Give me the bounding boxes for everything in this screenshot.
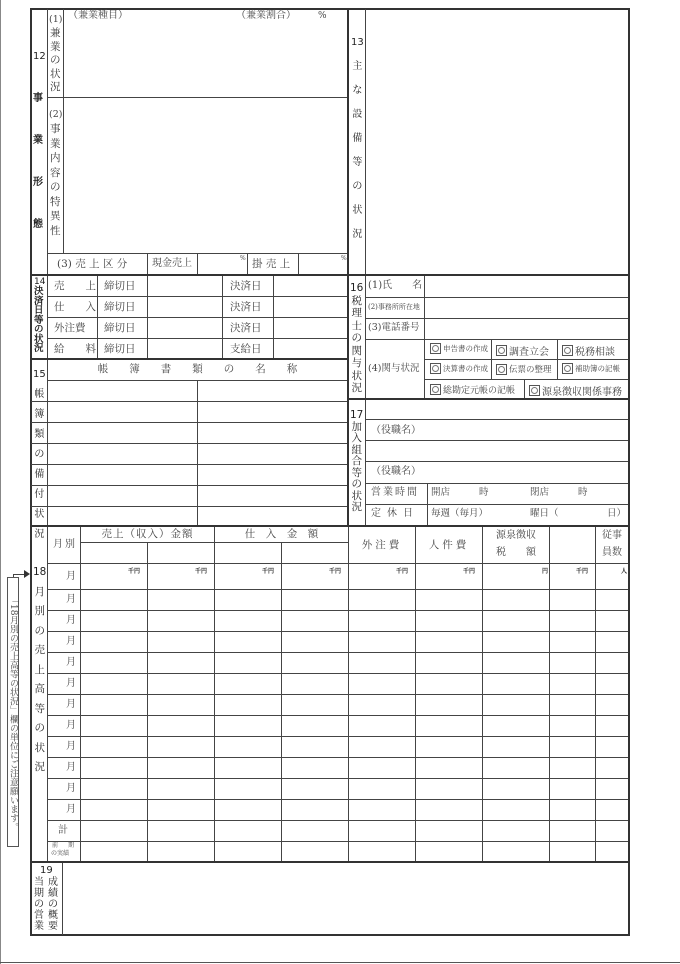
check-label: 総勘定元帳の記帳 bbox=[443, 386, 516, 396]
title-char: の bbox=[34, 449, 45, 460]
divider bbox=[365, 483, 628, 484]
section-title bbox=[33, 567, 46, 773]
title-char: の bbox=[34, 324, 44, 335]
settle-label: 決済日 bbox=[230, 280, 262, 292]
open-label: 開店 bbox=[431, 487, 451, 498]
divider bbox=[31, 525, 629, 527]
title-char: 関 bbox=[351, 344, 362, 357]
involvement-label: (4)関与状況 bbox=[368, 363, 420, 374]
section-title bbox=[34, 287, 44, 354]
unit-label: 千円 bbox=[396, 568, 409, 575]
divider bbox=[147, 253, 148, 275]
title-char: 状 bbox=[34, 509, 45, 520]
circle-checkbox-icon[interactable] bbox=[430, 363, 441, 374]
divider bbox=[31, 358, 348, 360]
section-number: 12 bbox=[33, 51, 46, 62]
divider bbox=[427, 483, 428, 525]
divider bbox=[247, 253, 248, 275]
side-note: 「18月別の売上高等の状況」欄の単位にご注意願います。 bbox=[7, 577, 19, 847]
month-label: 月 bbox=[66, 678, 76, 689]
position-label: （役職名） bbox=[371, 425, 421, 436]
title-char: 状 bbox=[34, 333, 44, 345]
phone-label: (3)電話番号 bbox=[368, 322, 420, 333]
credit-sales-input[interactable] bbox=[299, 254, 347, 274]
circle-checkbox-icon[interactable] bbox=[562, 345, 573, 356]
credit-sales-label: 掛 売 上 bbox=[252, 258, 291, 270]
label-char: の bbox=[50, 181, 61, 193]
unit-label: 千円 bbox=[195, 568, 208, 575]
col-header-outsource: 外注費 bbox=[361, 539, 403, 551]
title-char: 状 bbox=[352, 205, 363, 216]
divider bbox=[63, 9, 64, 253]
title-char: 備 bbox=[34, 469, 45, 480]
sales-settle-input[interactable] bbox=[274, 277, 347, 296]
section-title bbox=[48, 877, 58, 932]
divider bbox=[524, 379, 525, 398]
check-label: 決算書の作成 bbox=[443, 364, 488, 373]
circle-checkbox-icon[interactable] bbox=[430, 384, 441, 395]
title-char: 等 bbox=[34, 314, 44, 326]
title-char: 事 bbox=[33, 93, 43, 104]
check-tax-consultation[interactable] bbox=[562, 343, 615, 358]
close-label: 閉店 bbox=[530, 487, 550, 498]
books-list-right-input[interactable] bbox=[198, 381, 347, 525]
settle-label: 支給日 bbox=[230, 343, 262, 355]
title-char: の bbox=[34, 722, 45, 734]
month-label: 月 bbox=[66, 636, 76, 647]
side-business-type-label: （兼業種目） bbox=[68, 10, 128, 21]
title-char: 況 bbox=[351, 501, 362, 513]
business-summary-input[interactable] bbox=[64, 864, 628, 934]
title-char: 設 bbox=[352, 109, 363, 120]
label-char: 事 bbox=[50, 123, 61, 135]
unit-label: 千円 bbox=[329, 568, 342, 575]
divider bbox=[365, 339, 628, 340]
section-number: 13 bbox=[351, 37, 364, 48]
percent-sign: % bbox=[318, 11, 327, 21]
title-char: 帳 bbox=[34, 389, 45, 400]
section-number: 16 bbox=[350, 282, 364, 294]
title-char: 状 bbox=[34, 741, 45, 754]
section-title bbox=[33, 370, 46, 540]
check-label: 税務相談 bbox=[575, 347, 615, 358]
label-char: 業 bbox=[50, 40, 61, 53]
check-label: 源泉徴収関係事務 bbox=[542, 387, 622, 398]
section-title bbox=[33, 94, 43, 230]
divider bbox=[31, 274, 629, 276]
check-subledger[interactable] bbox=[562, 363, 620, 374]
title-char: 日 bbox=[34, 305, 44, 316]
circle-checkbox-icon[interactable] bbox=[496, 345, 507, 356]
label-char: 容 bbox=[50, 166, 61, 179]
month-label: 月 bbox=[66, 720, 76, 731]
settle-label: 決済日 bbox=[230, 301, 262, 313]
divider bbox=[31, 861, 629, 863]
label-char: 異 bbox=[50, 210, 61, 222]
title-char: 決 bbox=[34, 286, 44, 297]
holiday-day-label: 日） bbox=[607, 508, 627, 519]
cutoff-label: 締切日 bbox=[104, 301, 136, 313]
title-char: 等 bbox=[34, 702, 45, 715]
total-label: 計 bbox=[58, 825, 68, 836]
unit-label: 千円 bbox=[262, 568, 275, 575]
divider bbox=[62, 863, 63, 935]
month-label: 月 bbox=[66, 657, 76, 668]
unit-label: 人 bbox=[621, 568, 628, 575]
month-label: 月 bbox=[66, 804, 76, 815]
section-number: 19 bbox=[40, 865, 53, 876]
title-char: 士 bbox=[351, 319, 362, 332]
title-char: 況 bbox=[351, 382, 362, 394]
percent-sign: % bbox=[341, 255, 347, 262]
unit-label: 千円 bbox=[463, 568, 476, 575]
position-input-2[interactable] bbox=[420, 462, 628, 483]
holiday-label: 定休日 bbox=[371, 508, 419, 519]
title-char: 状 bbox=[351, 489, 362, 502]
divider bbox=[424, 379, 628, 380]
title-char: の bbox=[48, 899, 58, 910]
row-item-label: 外注費 bbox=[54, 322, 86, 334]
hour-unit: 時 bbox=[578, 487, 588, 498]
title-char: 況 bbox=[34, 529, 45, 540]
title-char: 済 bbox=[34, 295, 44, 307]
outsource-settle-input[interactable] bbox=[274, 318, 347, 338]
equipment-input[interactable] bbox=[367, 10, 628, 274]
title-char: 主 bbox=[352, 61, 363, 72]
business-hours-label: 営業時間 bbox=[371, 487, 419, 498]
section-title bbox=[350, 283, 363, 394]
divider bbox=[365, 9, 366, 275]
check-financial-statement[interactable] bbox=[430, 363, 488, 374]
title-char: 業 bbox=[34, 921, 44, 932]
books-header: 帳 簿 書 類 の 名 称 bbox=[97, 363, 298, 375]
section-title bbox=[351, 38, 364, 240]
label-char: 状 bbox=[50, 67, 61, 80]
title-char: 況 bbox=[352, 229, 363, 240]
divider bbox=[424, 359, 628, 360]
col-header-month: 月別 bbox=[53, 539, 77, 550]
association-name-input-1[interactable] bbox=[366, 399, 628, 419]
title-char: 形 bbox=[33, 177, 43, 188]
row-item-label: 給 料 bbox=[54, 343, 96, 355]
month-label: 月 bbox=[66, 615, 76, 626]
title-char: 等 bbox=[351, 466, 362, 479]
circle-checkbox-icon[interactable] bbox=[430, 343, 441, 354]
check-withholding-work[interactable] bbox=[529, 383, 622, 398]
accountant-name-label: (1)氏 名 bbox=[368, 280, 423, 291]
check-label: 調査立会 bbox=[509, 347, 549, 358]
books-list-left-input[interactable] bbox=[48, 381, 197, 525]
label-char: 業 bbox=[50, 137, 61, 150]
circle-checkbox-icon[interactable] bbox=[529, 385, 540, 396]
unit-label: 千円 bbox=[576, 568, 589, 575]
title-char: 加 bbox=[351, 420, 362, 433]
purchase-settle-input[interactable] bbox=[274, 297, 347, 317]
col-header-employees: 員数 bbox=[602, 547, 622, 558]
check-general-ledger[interactable] bbox=[430, 383, 515, 396]
page-edge bbox=[0, 0, 1, 964]
title-char: 別 bbox=[34, 605, 45, 617]
position-input-1[interactable] bbox=[420, 420, 628, 440]
divider bbox=[47, 97, 348, 98]
phone-input[interactable] bbox=[425, 319, 628, 339]
circle-checkbox-icon[interactable] bbox=[496, 364, 507, 375]
sub-label bbox=[50, 124, 61, 236]
title-char: 月 bbox=[34, 585, 45, 598]
divider bbox=[557, 339, 558, 379]
unit-label: 千円 bbox=[128, 568, 141, 575]
section-number: 17 bbox=[350, 409, 364, 421]
holiday-day-input[interactable] bbox=[565, 505, 605, 524]
check-audit-attendance[interactable] bbox=[496, 343, 549, 358]
title-char: の bbox=[352, 181, 363, 192]
salary-payday-input[interactable] bbox=[274, 339, 347, 358]
title-char: 与 bbox=[351, 357, 362, 369]
side-business-input[interactable] bbox=[65, 24, 347, 96]
title-char: 売 bbox=[34, 644, 45, 656]
title-char: 理 bbox=[351, 307, 362, 319]
divider bbox=[491, 339, 492, 379]
divider bbox=[347, 9, 349, 525]
title-char: 績 bbox=[48, 888, 58, 899]
title-char: 当 bbox=[34, 877, 44, 888]
accountant-name-input[interactable] bbox=[425, 277, 628, 297]
open-hour-input[interactable] bbox=[452, 484, 477, 504]
cash-sales-label: 現金売上 bbox=[152, 258, 192, 269]
title-char: の bbox=[34, 624, 45, 637]
label-char: 兼 bbox=[50, 27, 61, 39]
holiday-dow-label: 曜日（ bbox=[530, 508, 559, 519]
label-char: 況 bbox=[50, 81, 61, 93]
title-char: 概 bbox=[48, 910, 58, 921]
cutoff-label: 締切日 bbox=[104, 343, 136, 355]
prev-period-label: の実績 bbox=[51, 850, 70, 857]
month-label: 月 bbox=[66, 594, 76, 605]
label-char: 性 bbox=[50, 224, 61, 237]
col-header-withholding: 税 額 bbox=[496, 547, 536, 558]
col-header-sales: 売上（収入）金額 bbox=[101, 528, 194, 540]
prev-period-label: 前 期 bbox=[52, 842, 77, 849]
check-label: 申告書の作成 bbox=[443, 344, 488, 353]
hour-unit: 時 bbox=[479, 487, 489, 498]
unit-label: 円 bbox=[542, 568, 549, 575]
page-edge bbox=[0, 962, 680, 963]
title-char: 組 bbox=[351, 443, 362, 456]
row-item-label: 仕 入 bbox=[54, 301, 96, 313]
title-char: 合 bbox=[351, 455, 362, 467]
label-char: 特 bbox=[50, 195, 61, 208]
month-label: 月 bbox=[66, 741, 76, 752]
section-title bbox=[34, 877, 44, 932]
outsource-cutoff-input[interactable] bbox=[148, 318, 222, 338]
association-name-input-2[interactable] bbox=[366, 441, 628, 461]
title-char: 上 bbox=[34, 663, 45, 676]
position-label: （役職名） bbox=[371, 466, 421, 477]
check-voucher-organize[interactable] bbox=[496, 363, 552, 375]
label-num: (2) bbox=[49, 109, 63, 120]
close-hour-input[interactable] bbox=[552, 484, 577, 504]
title-char: 態 bbox=[33, 219, 43, 230]
title-char: 成 bbox=[48, 877, 58, 888]
sub-label bbox=[50, 28, 61, 93]
title-char: 要 bbox=[48, 921, 58, 932]
month-label: 月 bbox=[66, 762, 76, 773]
business-specifics-input[interactable] bbox=[65, 99, 347, 252]
col-header-purchase: 仕 入 金 額 bbox=[244, 528, 319, 540]
title-char: 税 bbox=[351, 294, 362, 307]
section-number: 14 bbox=[34, 277, 46, 287]
title-char: な bbox=[352, 85, 363, 96]
office-address-label: (2)事務所所在地 bbox=[368, 303, 420, 311]
col-header-employees: 従事 bbox=[602, 530, 622, 541]
purchase-cutoff-input[interactable] bbox=[148, 297, 222, 317]
holiday-weekly-label: 毎週（毎月） bbox=[431, 508, 489, 519]
divider bbox=[80, 542, 348, 543]
col-header-withholding: 源泉徴収 bbox=[496, 530, 536, 541]
title-char: 営 bbox=[34, 910, 44, 921]
sales-category-label: (3) 売 上 区 分 bbox=[57, 258, 128, 270]
divider bbox=[47, 9, 48, 275]
month-label: 月 bbox=[66, 783, 76, 794]
check-label: 補助簿の記帳 bbox=[575, 364, 620, 373]
side-business-ratio-label: （兼業割合） bbox=[236, 10, 296, 21]
title-char: 付 bbox=[34, 489, 45, 500]
label-char: の bbox=[50, 54, 61, 66]
title-char: 況 bbox=[34, 343, 44, 354]
section-number: 18 bbox=[33, 566, 47, 578]
title-char: 簿 bbox=[34, 409, 45, 420]
title-char: 期 bbox=[34, 888, 44, 899]
title-char: 入 bbox=[351, 432, 362, 444]
title-char: 状 bbox=[351, 369, 362, 382]
check-tax-return[interactable] bbox=[430, 343, 488, 354]
title-char: の bbox=[34, 899, 44, 910]
section-number: 15 bbox=[33, 369, 46, 380]
title-char: 況 bbox=[34, 761, 45, 773]
circle-checkbox-icon[interactable] bbox=[562, 363, 573, 374]
section-title bbox=[350, 410, 363, 513]
title-char: 類 bbox=[34, 429, 45, 440]
title-char: の bbox=[351, 332, 362, 344]
title-char: 業 bbox=[33, 135, 43, 146]
title-char: の bbox=[351, 478, 362, 490]
cutoff-label: 締切日 bbox=[104, 280, 136, 292]
settle-label: 決済日 bbox=[230, 322, 262, 334]
sales-cutoff-input[interactable] bbox=[148, 277, 222, 296]
row-item-label: 売 上 bbox=[54, 280, 96, 292]
title-char: 高 bbox=[34, 683, 45, 695]
month-label: 月 bbox=[66, 571, 76, 582]
col-header-labor: 人件費 bbox=[428, 539, 470, 551]
label-char: 内 bbox=[50, 152, 61, 164]
monthly-data-grid[interactable] bbox=[81, 564, 628, 862]
percent-sign: % bbox=[240, 255, 246, 262]
salary-cutoff-input[interactable] bbox=[148, 339, 222, 358]
cutoff-label: 締切日 bbox=[104, 322, 136, 334]
month-label: 月 bbox=[66, 699, 76, 710]
office-address-input[interactable] bbox=[425, 298, 628, 318]
label-num: (1) bbox=[49, 14, 63, 25]
title-char: 備 bbox=[352, 133, 363, 144]
title-char: 等 bbox=[352, 157, 363, 168]
check-label: 伝票の整理 bbox=[509, 365, 552, 375]
